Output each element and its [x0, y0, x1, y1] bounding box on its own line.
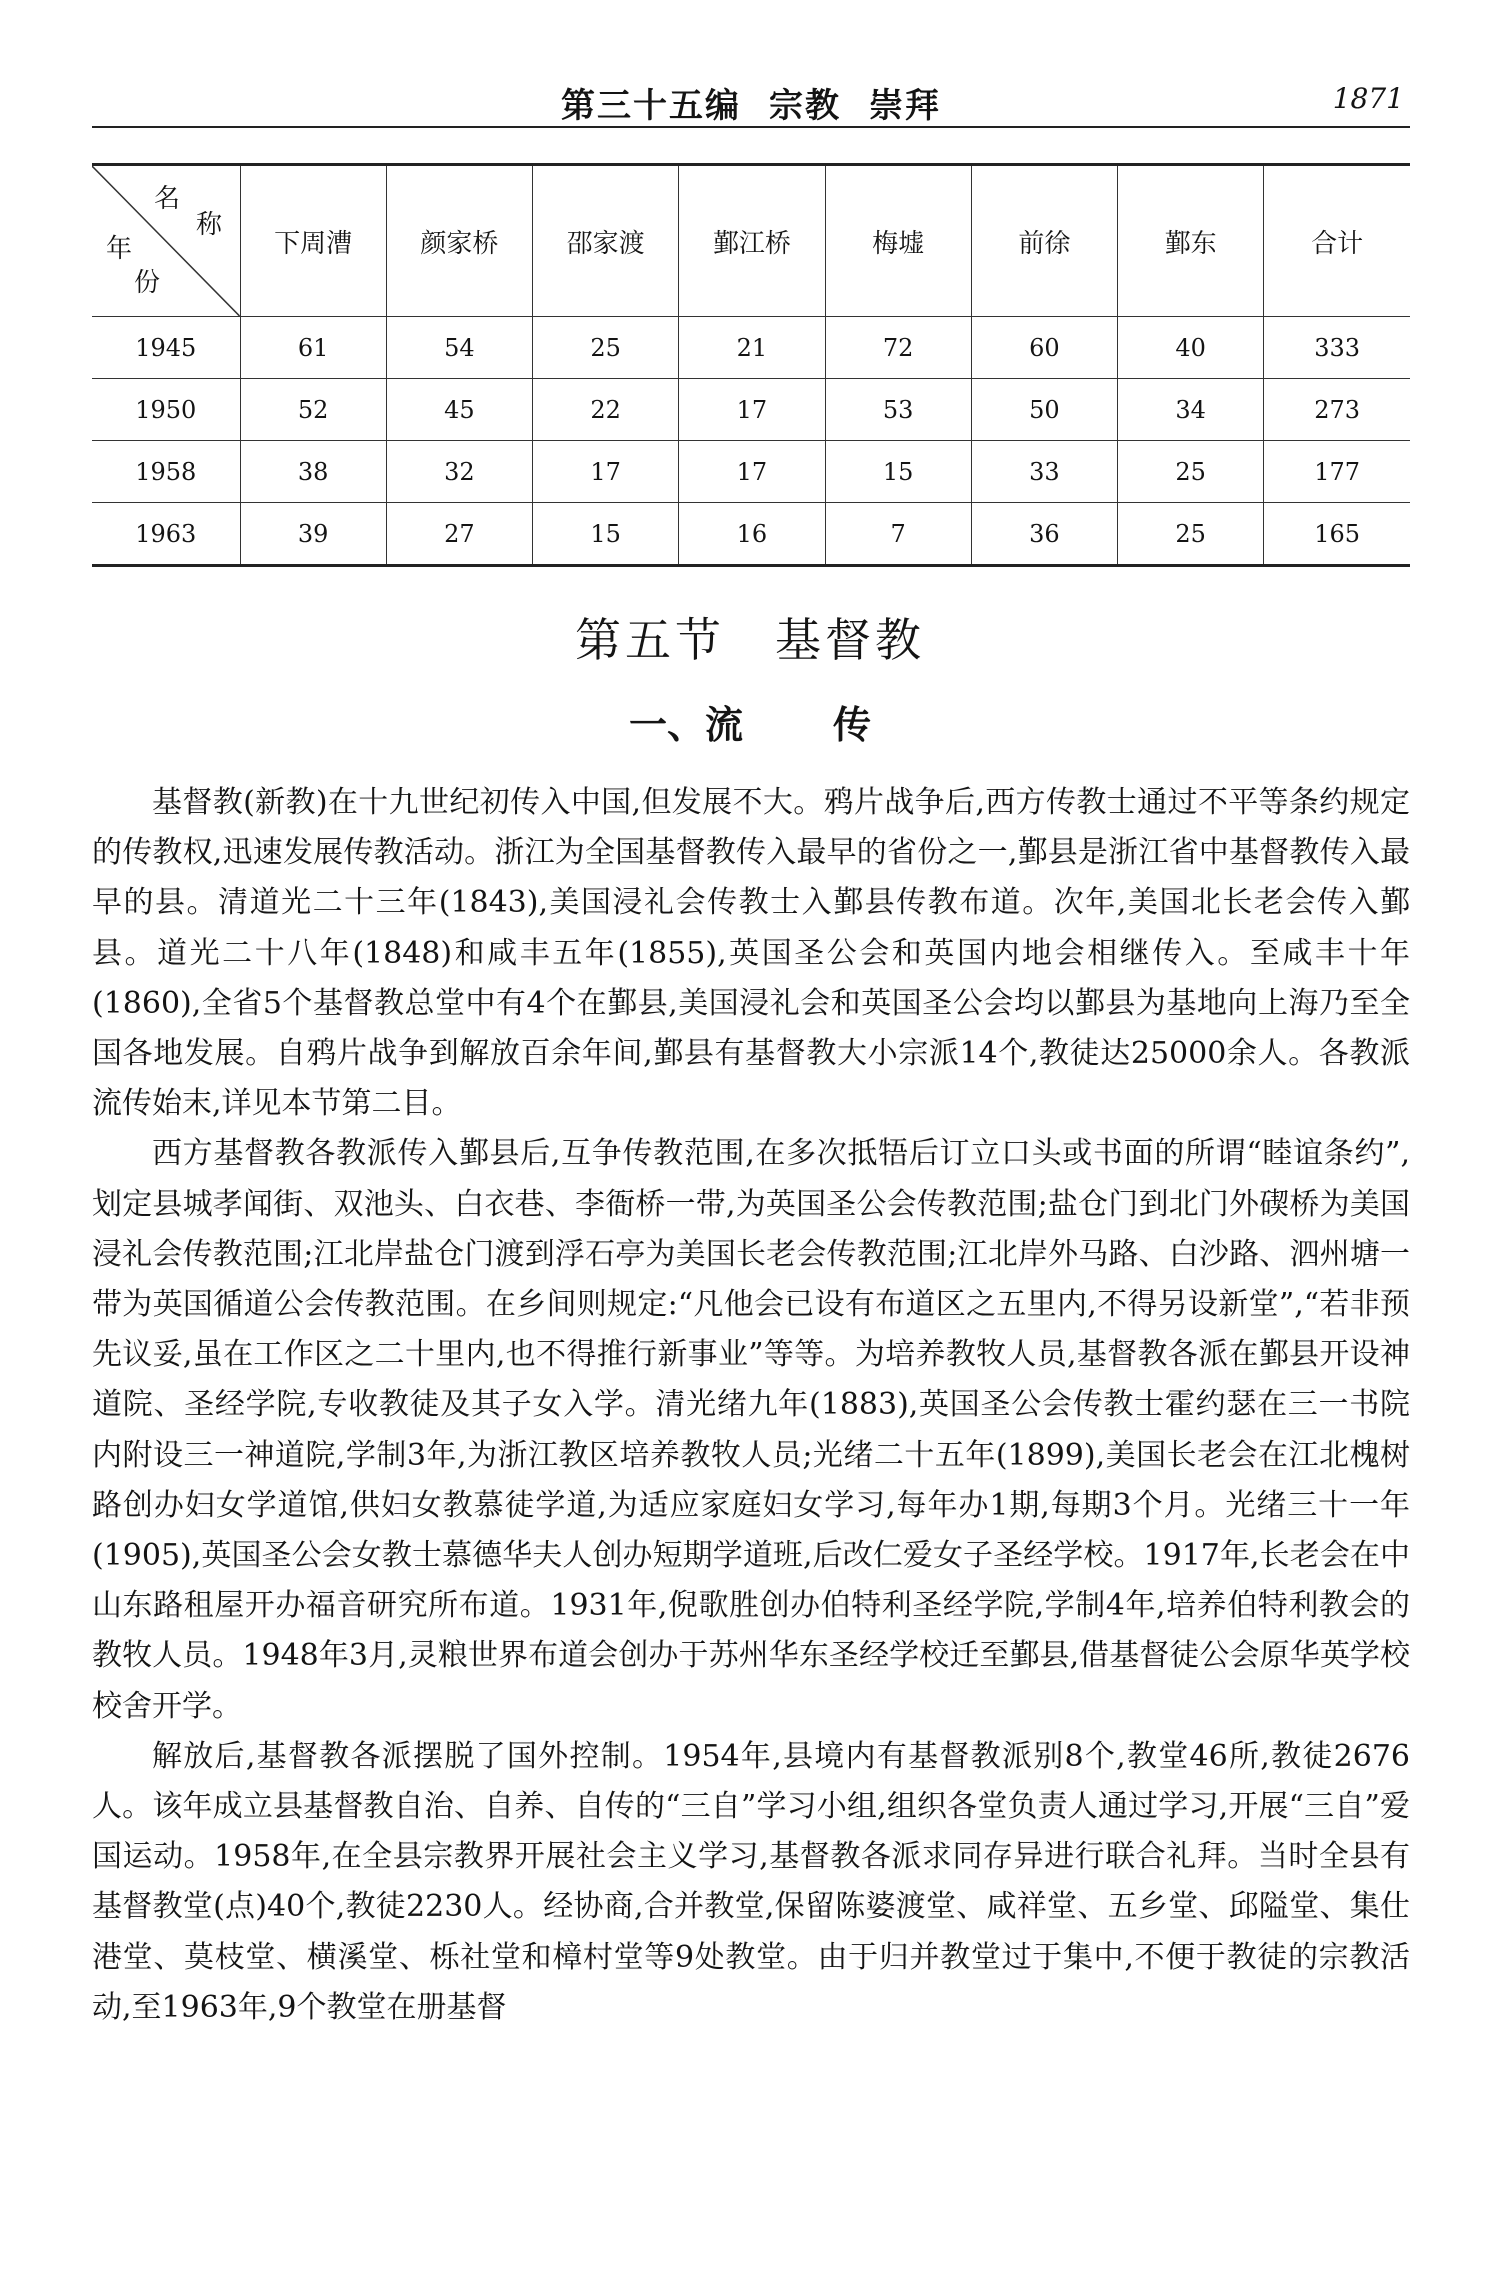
row-year: 1945 [92, 317, 240, 379]
table-cell: 61 [240, 317, 386, 379]
corner-label-ming: 名 [154, 184, 181, 214]
table-cell: 17 [679, 379, 825, 441]
paragraph: 西方基督教各教派传入鄞县后,互争传教范围,在多次抵牾后订立口头或书面的所谓“睦谊条约”,划定县城孝闻街、双池头、白衣巷、李衙桥一带,为英国圣公会传教范围;盐仓门到北门外碶桥为美国浸礼会传教范围;江北岸盐仓门渡到浮石亭为美国长老会传教范围;江北岸外马路、白沙路、泗州塘一带为英国循道公会传教范围。在乡间则规定:“凡他会已设有布道区之五里内,不得另设新堂”,“若非预先议妥,虽在工作区之二十里内,也不得推行新事业”等等。为培养教牧人员,基督教各派在鄞县开设神道院、圣经学院,专收教徒及其子女入学。清光绪九年(1883),英国圣公会传教士霍约瑟在三一书院内附设三一神道院,学制3年,为浙江教区培养教牧人员;光绪二十五年(1899),美国长老会在江北槐树路创办妇女学道馆,供妇女教慕徒学道,为适应家庭妇女学习,每年办1期,每期3个月。光绪三十一年(1905),英国圣公会女教士慕德华夫人创办短期学道班,后改仁爱女子圣经学校。1917年,长老会在中山东路租屋开办福音研究所布道。1931年,倪歌胜创办伯特利圣经学院,学制4年,培养伯特利教会的教牧人员。1948年3月,灵粮世界布道会创办于苏州华东圣经学校迁至鄞县,借基督徒公会原华英学校校舍开学。 [92, 1136, 1410, 1724]
table-cell: 54 [386, 317, 532, 379]
subsection-title [0, 694, 1500, 749]
table-row [92, 317, 1410, 379]
table-cell: 32 [386, 441, 532, 503]
table-cell: 72 [825, 317, 971, 379]
table-cell: 21 [679, 317, 825, 379]
column-header: 邵家渡 [533, 165, 679, 317]
running-title-part: 第三十五编 [561, 86, 741, 126]
table-cell: 25 [1118, 503, 1264, 566]
subsection-title-part2: 传 [833, 703, 872, 747]
table-cell: 50 [971, 379, 1117, 441]
page-header [92, 74, 1410, 128]
section-title: 第五节 基督教 [575, 613, 925, 667]
table-cell: 60 [971, 317, 1117, 379]
table-cell: 15 [825, 441, 971, 503]
table-header-row [92, 165, 1410, 317]
column-header: 前徐 [971, 165, 1117, 317]
table-cell: 36 [971, 503, 1117, 566]
table-cell: 177 [1264, 441, 1410, 503]
column-header: 鄞东 [1118, 165, 1264, 317]
row-year: 1958 [92, 441, 240, 503]
table-cell: 25 [533, 317, 679, 379]
corner-label-nian: 年 [106, 234, 133, 264]
table-cell: 15 [533, 503, 679, 566]
column-header: 梅墟 [825, 165, 971, 317]
column-header: 鄞江桥 [679, 165, 825, 317]
running-title [92, 78, 1410, 127]
column-header: 颜家桥 [386, 165, 532, 317]
table-cell: 16 [679, 503, 825, 566]
running-title-chapter: 宗教 [769, 86, 841, 126]
running-title-section: 崇拜 [869, 86, 941, 126]
table-cell: 165 [1264, 503, 1410, 566]
table-cell: 39 [240, 503, 386, 566]
table-cell: 273 [1264, 379, 1410, 441]
table-cell: 27 [386, 503, 532, 566]
table-cell: 333 [1264, 317, 1410, 379]
paragraph: 解放后,基督教各派摆脱了国外控制。1954年,县境内有基督教派别8个,教堂46所,教徒2676人。该年成立县基督教自治、自养、自传的“三自”学习小组,组织各堂负责人通过学习,开展“三自”爱国运动。1958年,在全县宗教界开展社会主义学习,基督教各派求同存异进行联合礼拜。当时全县有基督教堂(点)40个,教徒2230人。经协商,合并教堂,保留陈婆渡堂、咸祥堂、五乡堂、邱隘堂、集仕港堂、莫枝堂、横溪堂、栎社堂和樟村堂等9处教堂。由于归并教堂过于集中,不便于教徒的宗教活动,至1963年,9个教堂在册基督 [92, 1738, 1410, 2025]
column-header: 合计 [1264, 165, 1410, 317]
paragraph: 基督教(新教)在十九世纪初传入中国,但发展不大。鸦片战争后,西方传教士通过不平等条约规定的传教权,迅速发展传教活动。浙江为全国基督教传入最早的省份之一,鄞县是浙江省中基督教传入最早的县。清道光二十三年(1843),美国浸礼会传教士入鄞县传教布道。次年,美国北长老会传入鄞县。道光二十八年(1848)和咸丰五年(1855),英国圣公会和英国内地会相继传入。至咸丰十年(1860),全省5个基督教总堂中有4个在鄞县,美国浸礼会和英国圣公会均以鄞县为基地向上海乃至全国各地发展。自鸦片战争到解放百余年间,鄞县有基督教大小宗派14个,教徒达25000余人。各教派流传始末,详见本节第二目。 [92, 785, 1410, 1122]
table-cell: 22 [533, 379, 679, 441]
table-cell: 40 [1118, 317, 1264, 379]
corner-label-fen: 份 [134, 268, 161, 298]
corner-label-cheng: 称 [196, 210, 223, 240]
table-corner-cell [92, 165, 240, 317]
table-row [92, 379, 1410, 441]
table-cell: 17 [679, 441, 825, 503]
column-header: 下周漕 [240, 165, 386, 317]
table-cell: 53 [825, 379, 971, 441]
table-cell: 33 [971, 441, 1117, 503]
table-cell: 17 [533, 441, 679, 503]
table-cell: 25 [1118, 441, 1264, 503]
table-cell: 45 [386, 379, 532, 441]
table-cell: 52 [240, 379, 386, 441]
row-year: 1963 [92, 503, 240, 566]
page-number: 1871 [1332, 82, 1404, 115]
subsection-title-part1: 一、流 [628, 703, 743, 747]
table-cell: 38 [240, 441, 386, 503]
table-row [92, 503, 1410, 566]
church-statistics-table [92, 163, 1410, 567]
table-row [92, 441, 1410, 503]
row-year: 1950 [92, 379, 240, 441]
body-text [92, 778, 1410, 2033]
table-cell: 34 [1118, 379, 1264, 441]
table-cell: 7 [825, 503, 971, 566]
